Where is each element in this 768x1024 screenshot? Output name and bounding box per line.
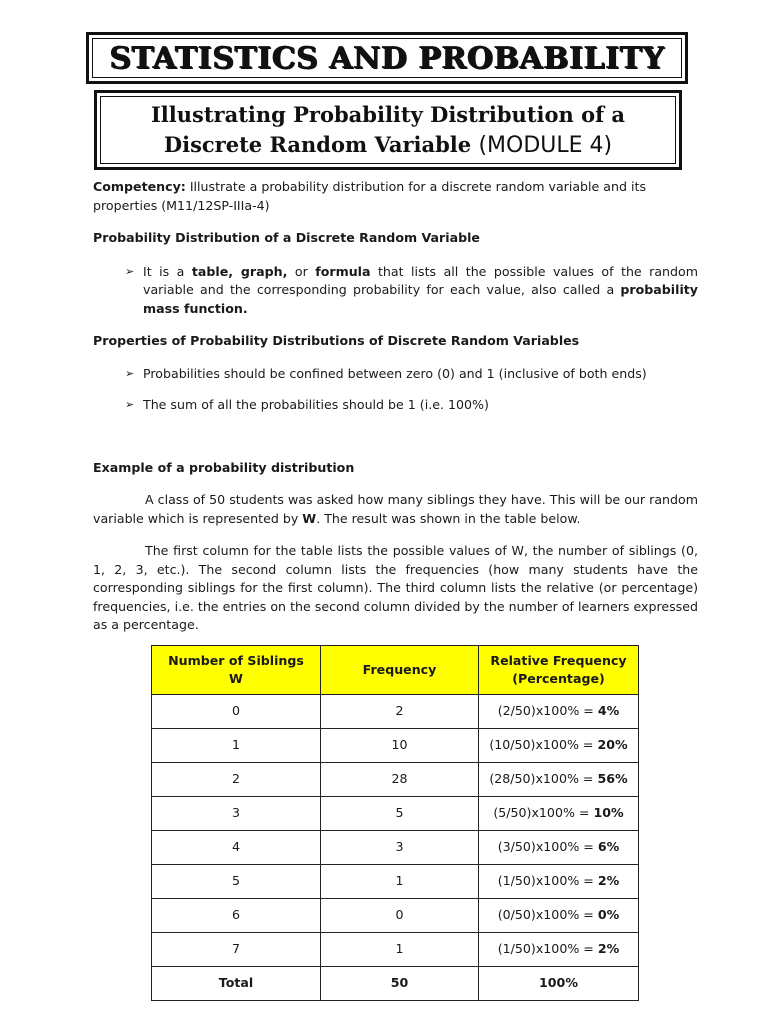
cell-w: 4 bbox=[152, 830, 321, 864]
cell-w: 5 bbox=[152, 864, 321, 898]
cell-percent: 2% bbox=[597, 872, 620, 888]
table-row bbox=[152, 898, 639, 932]
cell-frequency: 1 bbox=[321, 864, 479, 898]
arrow-bullet-icon: ➢ bbox=[125, 398, 135, 411]
competency-paragraph bbox=[93, 178, 698, 215]
competency-label: Competency: bbox=[93, 179, 186, 194]
module-tag: (MODULE 4) bbox=[478, 132, 613, 158]
page-title: STATISTICS AND PROBABILITY bbox=[109, 40, 665, 76]
table-row bbox=[152, 728, 639, 762]
cell-frequency: 5 bbox=[321, 796, 479, 830]
cell-formula: (3/50)x100% = bbox=[497, 838, 598, 854]
cell-relative bbox=[479, 898, 639, 932]
example-heading: Example of a probability distribution bbox=[93, 459, 355, 475]
cell-percent: 0% bbox=[597, 906, 620, 922]
section2-bullet-1-text: Probabilities should be confined between zero (0) and 1 (inclusive of both ends) bbox=[143, 365, 647, 381]
cell-frequency: 2 bbox=[321, 694, 479, 728]
cell-w: 6 bbox=[152, 898, 321, 932]
total-frequency: 50 bbox=[321, 966, 479, 1000]
arrow-bullet-icon: ➢ bbox=[125, 366, 135, 380]
section1-bullet-text bbox=[143, 263, 698, 319]
table-row bbox=[152, 762, 639, 796]
header-siblings-line2: W bbox=[229, 670, 243, 686]
arrow-bullet-icon: ➢ bbox=[125, 264, 135, 278]
cell-relative bbox=[479, 830, 639, 864]
bullet-text-part: It is a bbox=[143, 263, 192, 279]
cell-w: 0 bbox=[152, 694, 321, 728]
header-frequency: Frequency bbox=[321, 645, 479, 694]
bullet-text-part: that lists all the possible values of the random variable and the corresponding probability for each value, also called a bbox=[143, 263, 698, 297]
table-row bbox=[152, 864, 639, 898]
subtitle-box bbox=[94, 90, 682, 170]
section2-bullet-2-text: The sum of all the probabilities should be 1 (i.e. 100%) bbox=[143, 397, 489, 412]
paragraph-text: A class of 50 students was asked how many siblings they have. This will be our random variable which is represented by bbox=[93, 492, 698, 526]
cell-frequency: 0 bbox=[321, 898, 479, 932]
cell-relative bbox=[479, 728, 639, 762]
subtitle-line-1: Illustrating Probability Distribution of a bbox=[150, 101, 626, 127]
bullet-text-part: or bbox=[287, 263, 316, 279]
header-siblings-line1: Number of Siblings bbox=[168, 652, 304, 668]
example-paragraph-2: The first column for the table lists the possible values of W, the number of siblings (0, 1, 2, 3, etc.). The second column lists the frequencies (how many students have the corresponding siblings for the first column). The third column lists the relative (or percentage) frequencies, i.e. the entries on the second column divided by the number of learners expressed as a percentage. bbox=[93, 543, 698, 632]
cell-percent: 6% bbox=[597, 838, 620, 854]
section2-heading: Properties of Probability Distributions of Discrete Random Variables bbox=[93, 333, 580, 348]
cell-percent: 10% bbox=[593, 804, 624, 820]
cell-relative bbox=[479, 694, 639, 728]
cell-formula: (0/50)x100% = bbox=[497, 906, 598, 922]
table-row bbox=[152, 932, 639, 966]
cell-frequency: 1 bbox=[321, 932, 479, 966]
subtitle-box-inner bbox=[100, 96, 676, 164]
paragraph-text: . The result was shown in the table below. bbox=[316, 510, 581, 526]
cell-frequency: 3 bbox=[321, 830, 479, 864]
cell-w: 3 bbox=[152, 796, 321, 830]
table-total-row bbox=[152, 966, 639, 1000]
cell-w: 2 bbox=[152, 762, 321, 796]
table-row bbox=[152, 694, 639, 728]
cell-frequency: 28 bbox=[321, 762, 479, 796]
competency-text: Illustrate a probability distribution for a discrete random variable and its properties (M11/12SP-IIIa-4) bbox=[93, 179, 647, 213]
cell-w: 1 bbox=[152, 728, 321, 762]
cell-relative bbox=[479, 932, 639, 966]
section1-bullet bbox=[125, 263, 698, 319]
section1-heading: Probability Distribution of a Discrete Random Variable bbox=[93, 230, 480, 245]
header-siblings bbox=[152, 645, 321, 694]
bullet-bold-part: formula bbox=[315, 263, 371, 279]
document-body bbox=[93, 178, 698, 1001]
cell-percent: 4% bbox=[597, 702, 620, 718]
table-header-row bbox=[152, 645, 639, 694]
frequency-table bbox=[151, 645, 639, 1001]
cell-formula: (1/50)x100% = bbox=[497, 872, 598, 888]
cell-formula: (1/50)x100% = bbox=[497, 940, 598, 956]
bullet-bold-part: probability mass function. bbox=[143, 282, 698, 316]
subtitle-line-2-text: Discrete Random Variable bbox=[163, 131, 472, 157]
cell-frequency: 10 bbox=[321, 728, 479, 762]
cell-percent: 2% bbox=[597, 940, 620, 956]
title-banner-inner bbox=[92, 38, 682, 78]
cell-relative bbox=[479, 762, 639, 796]
bullet-bold-part: table, graph, bbox=[191, 263, 288, 279]
header-relfreq-line1: Relative Frequency bbox=[490, 652, 627, 668]
example-paragraph-1 bbox=[93, 491, 698, 528]
total-percent: 100% bbox=[479, 966, 639, 1000]
subtitle-line-2 bbox=[164, 130, 612, 161]
header-relative-frequency bbox=[479, 645, 639, 694]
section2-bullet-1 bbox=[125, 365, 698, 384]
cell-formula: (5/50)x100% = bbox=[493, 804, 594, 820]
table-row bbox=[152, 796, 639, 830]
variable-name: W bbox=[302, 510, 317, 526]
cell-formula: (2/50)x100% = bbox=[497, 702, 598, 718]
cell-percent: 20% bbox=[597, 736, 628, 752]
cell-relative bbox=[479, 796, 639, 830]
section2-bullet-2 bbox=[125, 396, 698, 415]
cell-relative bbox=[479, 864, 639, 898]
total-label: Total bbox=[152, 966, 321, 1000]
cell-formula: (10/50)x100% = bbox=[489, 736, 598, 752]
cell-w: 7 bbox=[152, 932, 321, 966]
header-relfreq-line2: (Percentage) bbox=[512, 670, 605, 686]
title-banner bbox=[86, 32, 688, 84]
table-row bbox=[152, 830, 639, 864]
cell-percent: 56% bbox=[597, 770, 628, 786]
cell-formula: (28/50)x100% = bbox=[489, 770, 598, 786]
